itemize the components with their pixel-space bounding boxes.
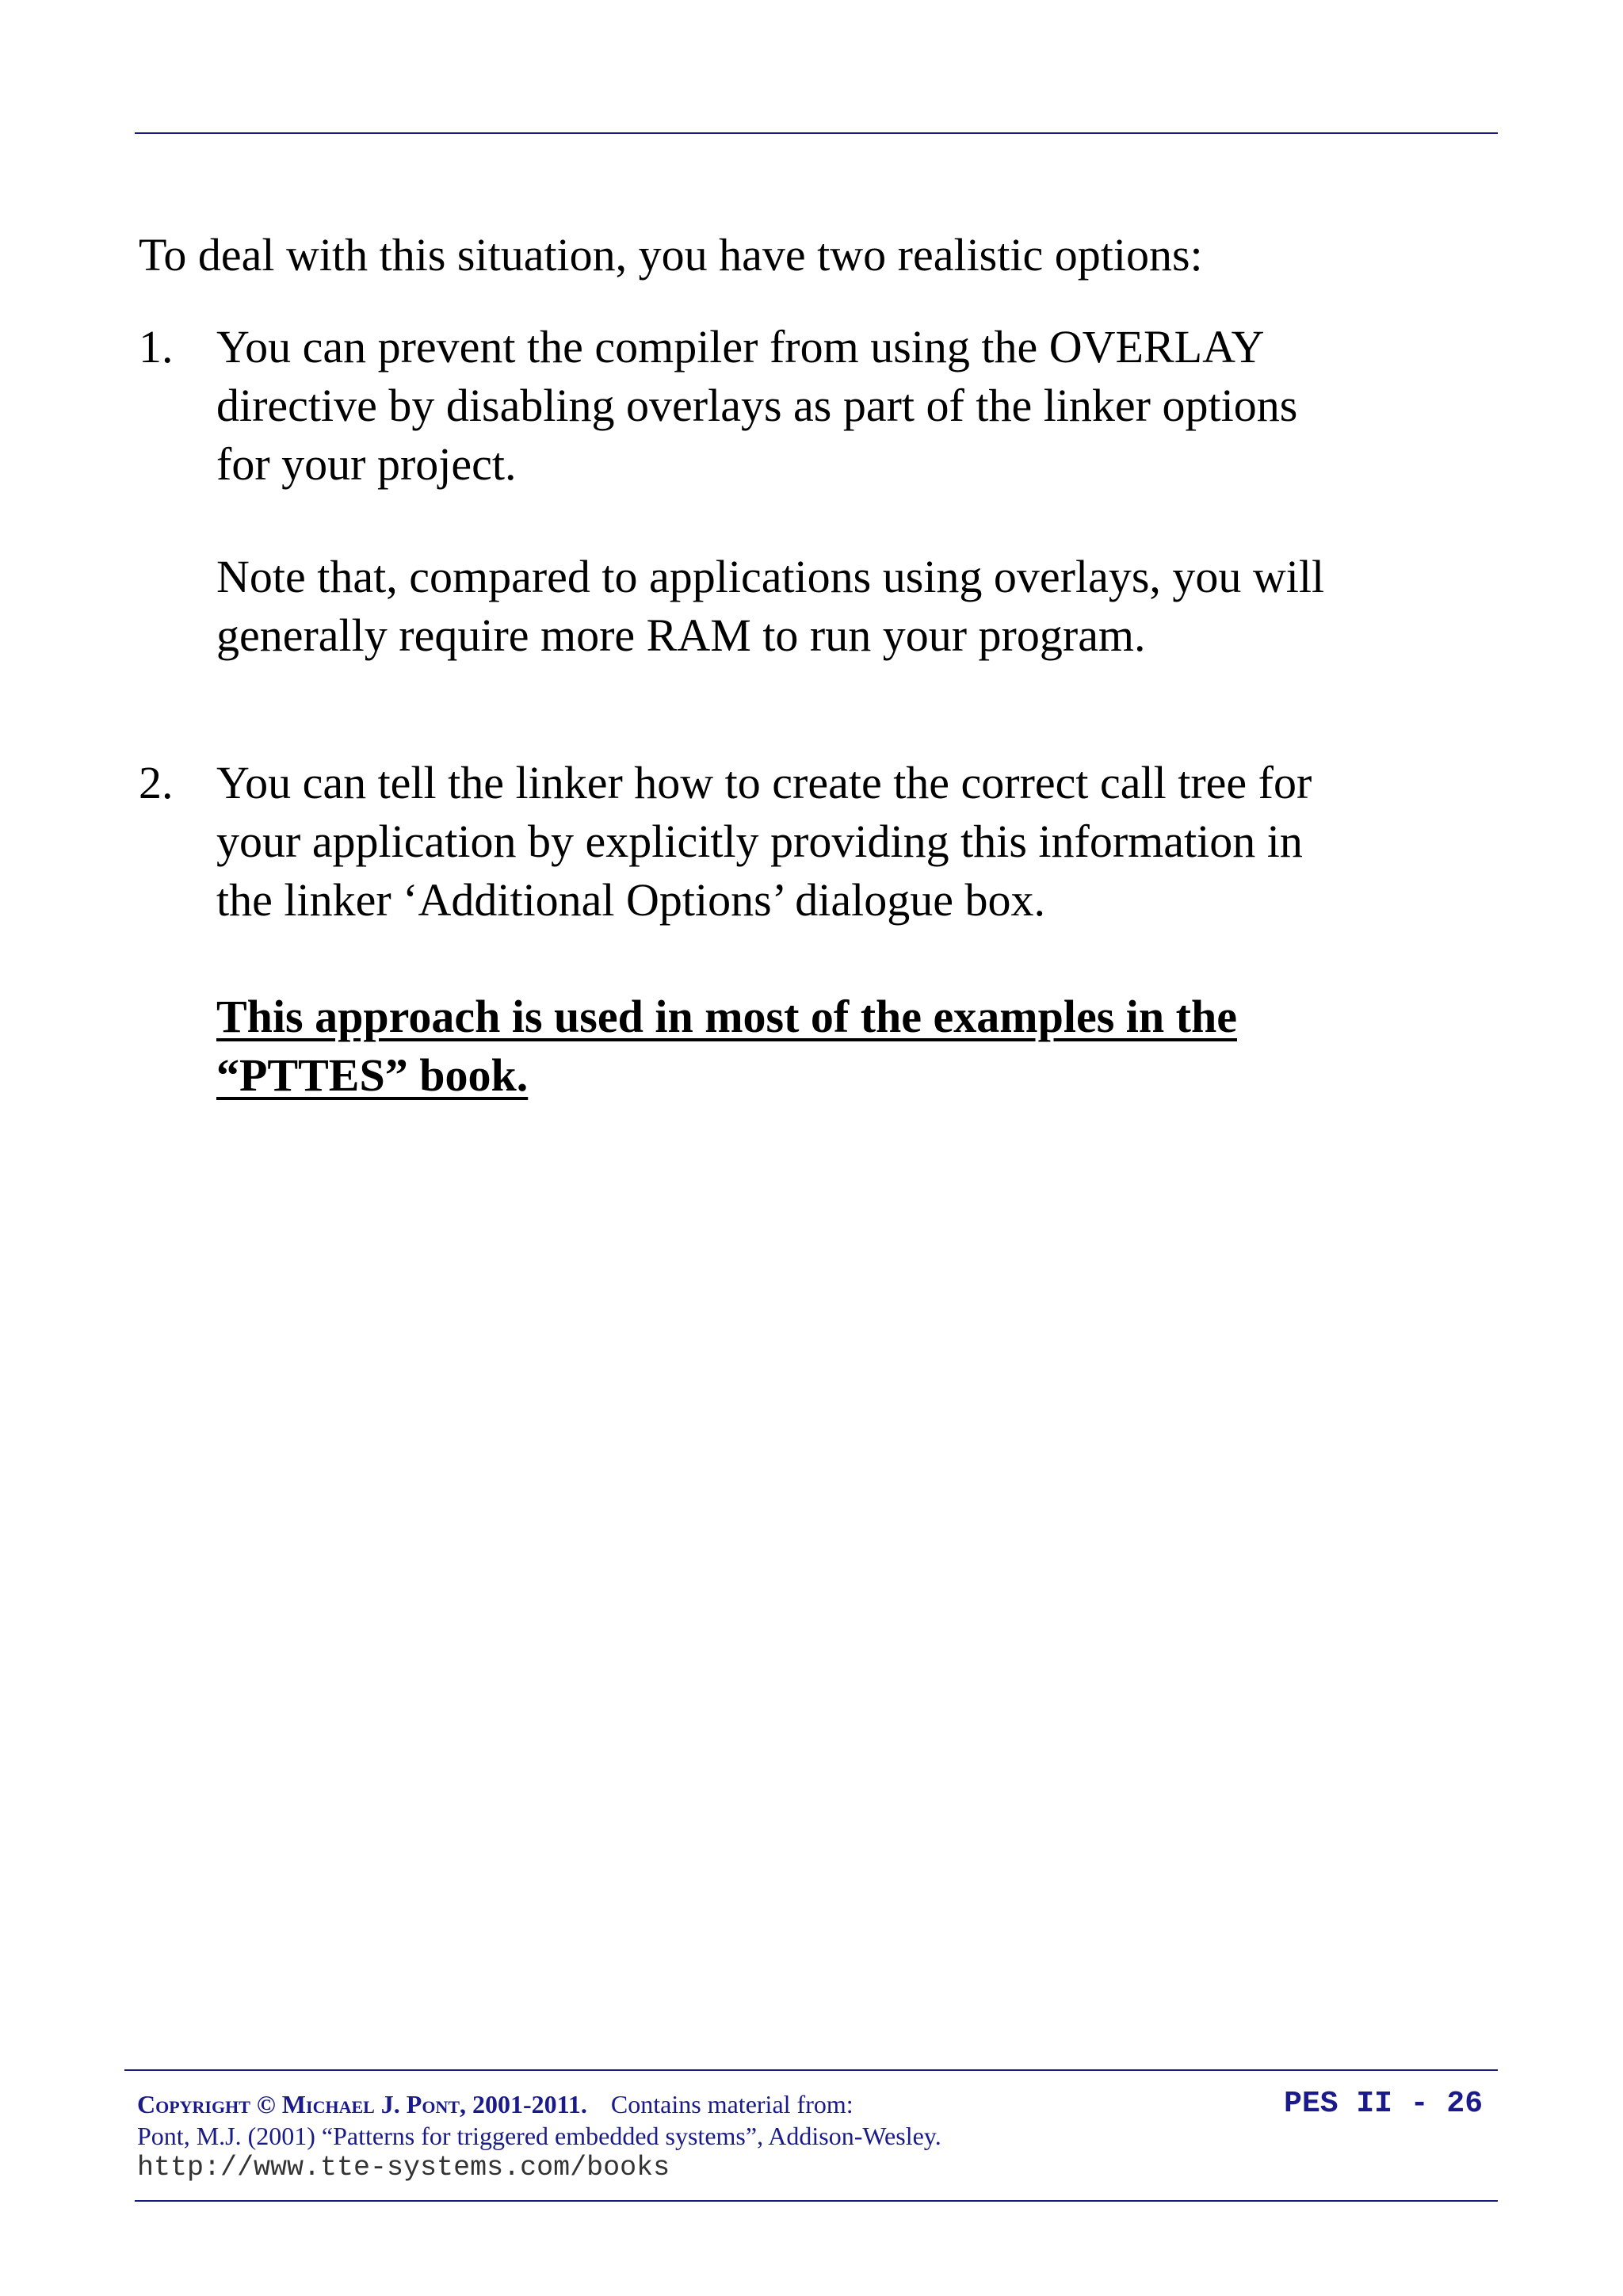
option-2-text [216, 754, 1312, 930]
option-1-note-line: Note that, compared to applications using overlays, you will [216, 551, 1325, 602]
footer-citation: Pont, M.J. (2001) “Patterns for triggered embedded systems”, Addison-Wesley. [137, 2122, 941, 2150]
copyright-notice: Copyright © Michael J. Pont, 2001-2011. [137, 2090, 587, 2118]
option-2-emphasis-line: This approach is used in most of the examples in the [216, 991, 1237, 1042]
intro-paragraph: To deal with this situation, you have two realistic options: [139, 229, 1203, 281]
contains-material-note: Contains material from: [610, 2090, 854, 2118]
option-2-line: your application by explicitly providing this information in [216, 816, 1303, 867]
header-divider [135, 132, 1498, 134]
footer-copyright-line [137, 2088, 854, 2120]
option-2-line: the linker ‘Additional Options’ dialogue box. [216, 874, 1045, 926]
option-1-line: for your project. [216, 438, 517, 490]
option-2-line: You can tell the linker how to create the correct call tree for [216, 757, 1312, 808]
option-2-number: 2. [139, 757, 174, 808]
option-2-emphasis-line: “PTTES” book. [216, 1049, 529, 1101]
option-1-text [216, 318, 1297, 494]
footer-url: http://www.tte-systems.com/books [137, 2152, 670, 2183]
option-1-number: 1. [139, 321, 174, 372]
option-1-line: directive by disabling overlays as part of the linker options [216, 380, 1298, 431]
option-1-note [216, 548, 1324, 665]
option-1-note-line: generally require more RAM to run your program. [216, 609, 1146, 661]
option-1-line: You can prevent the compiler from using the OVERLAY [216, 321, 1265, 372]
option-2-emphasis [216, 988, 1237, 1105]
page-number: PES II - 26 [1284, 2087, 1483, 2121]
footer-bottom-divider [135, 2200, 1498, 2202]
footer-top-divider [124, 2069, 1498, 2071]
